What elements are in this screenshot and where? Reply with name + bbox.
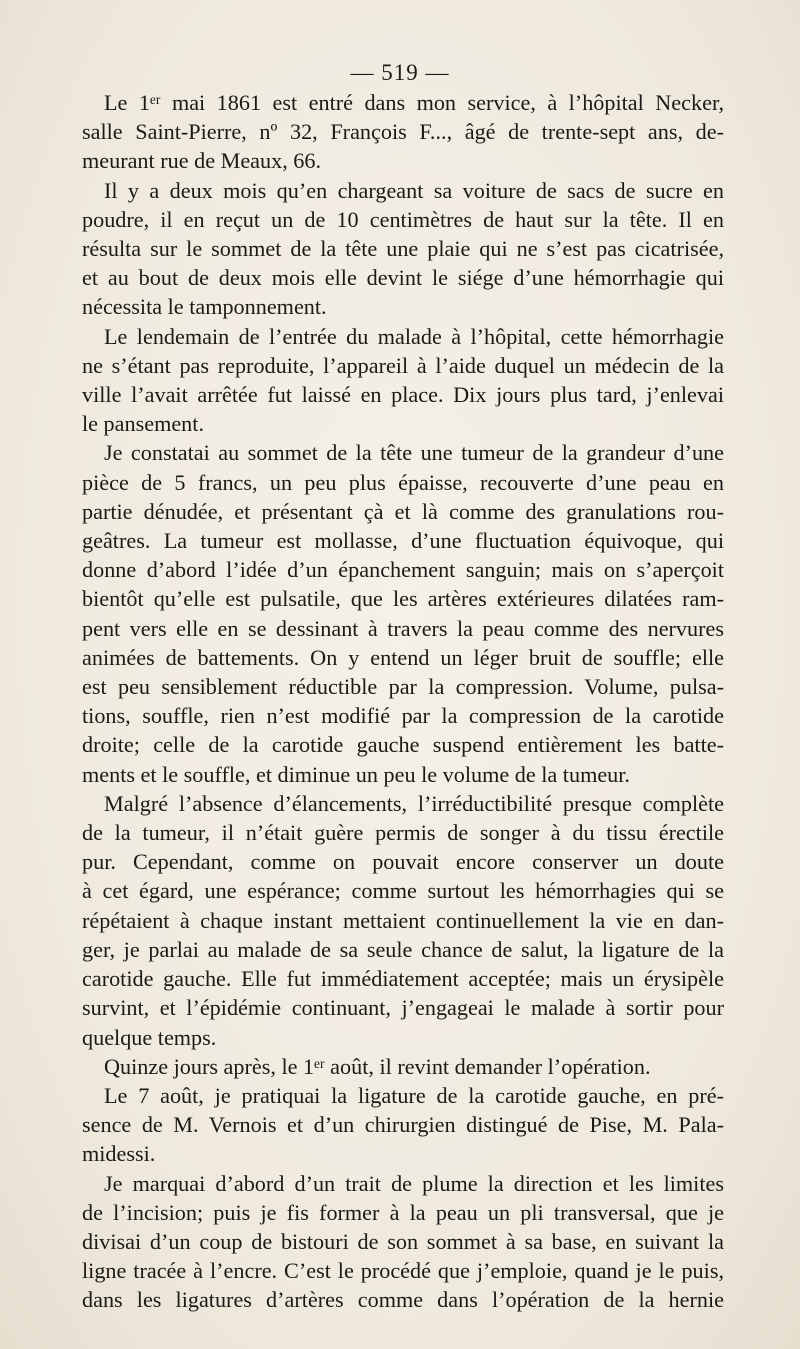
paragraph bbox=[82, 176, 724, 322]
text-line: sence de M. Vernois et d’un chirurgien distingué de Pise, M. Pala- bbox=[82, 1112, 724, 1138]
text-line: carotide gauche. Elle fut immédiatement acceptée; mais un érysipèle bbox=[82, 966, 724, 992]
text-line: midessi. bbox=[82, 1141, 156, 1167]
text-line: tions, souffle, rien n’est modifié par la compression de la carotide bbox=[82, 703, 724, 729]
body-text bbox=[82, 88, 724, 1315]
text-line: est peu sensiblement réductible par la compression. Volume, pulsa- bbox=[82, 674, 724, 700]
text-line: de la tumeur, il n’était guère permis de songer à du tissu érectile bbox=[82, 820, 724, 846]
text-line: pièce de 5 francs, un peu plus épaisse, recouverte d’une peau en bbox=[82, 469, 724, 495]
paragraph bbox=[82, 1081, 724, 1169]
text-line: Le lendemain de l’entrée du malade à l’hôpital, cette hémorrhagie bbox=[104, 323, 724, 349]
text-line: le pansement. bbox=[82, 411, 204, 437]
text-line: meurant rue de Meaux, 66. bbox=[82, 148, 322, 174]
text-line: résulta sur le sommet de la tête une plaie qui ne s’est pas cicatrisée, bbox=[82, 236, 724, 262]
text-line: Je constatai au sommet de la tête une tumeur de la grandeur d’une bbox=[104, 440, 724, 466]
paragraph bbox=[82, 88, 724, 176]
text-line: pent vers elle en se dessinant à travers la peau comme des nervures bbox=[82, 615, 724, 641]
text-line: Malgré l’absence d’élancements, l’irréductibilité presque complète bbox=[104, 790, 724, 816]
text-line: Je marquai d’abord d’un trait de plume la direction et les limites bbox=[104, 1170, 724, 1196]
paragraph bbox=[82, 438, 724, 788]
text-line: Il y a deux mois qu’en chargeant sa voiture de sacs de sucre en bbox=[104, 177, 724, 203]
text-line: salle Saint-Pierre, nº 32, François F..., âgé de trente-sept ans, de- bbox=[82, 119, 724, 145]
text-line: ments et le souffle, et diminue un peu le volume de la tumeur. bbox=[82, 761, 630, 787]
text-line: ne s’étant pas reproduite, l’appareil à l’aide duquel un médecin de la bbox=[82, 352, 724, 378]
page-number: — 519 — bbox=[350, 60, 450, 85]
text-line: ligne tracée à l’encre. C’est le procédé que j’emploie, quand je le puis, bbox=[82, 1258, 724, 1284]
text-line: animées de battements. On y entend un léger bruit de souffle; elle bbox=[82, 644, 724, 670]
text-line: Quinze jours après, le 1ᵉʳ août, il revint demander l’opération. bbox=[104, 1053, 651, 1079]
text-line: geâtres. La tumeur est mollasse, d’une fluctuation équivoque, qui bbox=[82, 528, 724, 554]
text-line: bientôt qu’elle est pulsatile, que les artères extérieures dilatées ram- bbox=[82, 586, 724, 612]
text-line: dans les ligatures d’artères comme dans l’opération de la hernie bbox=[82, 1287, 724, 1313]
text-line: droite; celle de la carotide gauche suspend entièrement les batte- bbox=[82, 732, 724, 758]
text-line: de l’incision; puis je fis former à la peau un pli transversal, que je bbox=[82, 1199, 724, 1225]
text-line: pur. Cependant, comme on pouvait encore conserver un doute bbox=[82, 849, 724, 875]
text-line: ville l’avait arrêtée fut laissé en place. Dix jours plus tard, j’enlevai bbox=[82, 382, 724, 408]
text-line: Le 1ᵉʳ mai 1861 est entré dans mon service, à l’hôpital Necker, bbox=[104, 90, 724, 115]
paragraph bbox=[82, 322, 724, 439]
text-line: partie dénudée, et présentant çà et là comme des granulations rou- bbox=[82, 498, 724, 524]
text-line: et au bout de deux mois elle devint le siége d’une hémorrhagie qui bbox=[82, 265, 724, 291]
text-line: donne d’abord l’idée d’un épanchement sanguin; mais on s’aperçoit bbox=[82, 557, 724, 583]
paragraph bbox=[82, 789, 724, 1052]
paragraph bbox=[82, 1052, 724, 1081]
text-line: à cet égard, une espérance; comme surtout les hémorrhagies qui se bbox=[82, 878, 724, 904]
text-line: survint, et l’épidémie continuant, j’engageai le malade à sortir pour bbox=[82, 995, 724, 1021]
paragraph bbox=[82, 1169, 724, 1315]
text-line: ger, je parlai au malade de sa seule chance de salut, la ligature de la bbox=[82, 936, 724, 962]
text-line: quelque temps. bbox=[82, 1024, 217, 1050]
text-line: divisai d’un coup de bistouri de son sommet à sa base, en suivant la bbox=[82, 1228, 724, 1254]
text-line: répétaient à chaque instant mettaient continuellement la vie en dan- bbox=[82, 907, 724, 933]
text-line: Le 7 août, je pratiquai la ligature de la carotide gauche, en pré- bbox=[104, 1082, 724, 1108]
text-line: nécessita le tamponnement. bbox=[82, 294, 327, 320]
text-line: poudre, il en reçut un de 10 centimètres de haut sur la tête. Il en bbox=[82, 206, 724, 232]
